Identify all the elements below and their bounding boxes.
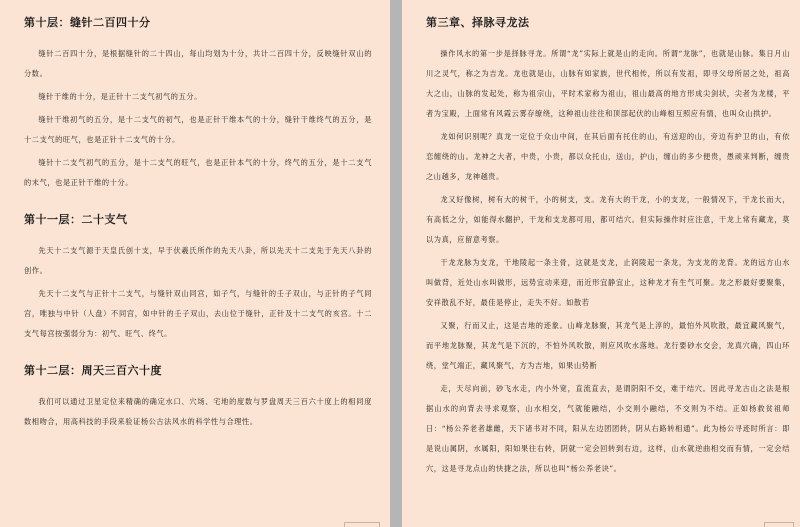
paragraph: 龙如何识别呢？真龙一定位于众山中间，在其后面有托住的山，有送迎的山，旁边有护卫的山，有依恋缠绕的山。龙神之大者，中贵，小贵，都以众托山，送山，护山，缠山的多少便贵，愚顽来判断，缠贵之山越多，龙神越贵。 — [426, 132, 790, 181]
paragraph: 先天十二支气与正针十二支气，与缝针双山同宫，如子气，与缝针的壬子双山，与正针的子气同宫，唯独与中针（人盘）不同宫，如中针的壬子双山，去山位于缝针，正针及十二支气的亥宫。十二支气每宫按强弱分为：初气、旺气、终气。 — [24, 289, 372, 338]
paragraph: 操作风水的第一步是择脉寻龙。所谓“龙”实际上就是山的走向。所谓“龙脉”，也就是山脉。集日月山川之灵气，称之为吉龙。龙也就是山，山脉有如家族，世代相传，所以有发祖，即寻父母所居之处，祖高大之山，山脉的发起处，称为祖宗山，平时术家称为祖山，祖山最高的地方形成尖剑状，尖者为龙楼，平者为宝殿，上面常有风霞云雾存缭绕，这种祖山往往和顶部起伏的山峰相互照应有情，也叫众山拱护。 — [426, 49, 790, 118]
paragraph: 我们可以通过卫星定位来精确的确定水口、穴场、宅地的度数与罗盘周天三百六十度上的相同度数相吻合，用高科技的手段来验证杨公古法风水的科学性与合理性。 — [24, 397, 372, 426]
section — [24, 211, 372, 344]
paragraph: 缝针二百四十分，是根据缝针的二十四山，每山均划为十分，共计二百四十分，反映缝针双山的分数。 — [24, 49, 372, 78]
paragraph: 走，天尽向前，砂飞水走，内小外宽，直流直去，是谓阴阳不交，难于结穴。因此寻龙古山之法是根据山水的向背去寻求观察，山水相交，气就能融结，小交则小融结，不交则为不结。正如杨救贫祖师日：“杨公养老者雄雌，天下诸书对不同，阳从左边团团转，阴从右路转相通”。此为杨公寻迹时所言：即是说山属阴，水属阳，阳如果往右转，阴就一定会回转到右边，这样，山水就逆曲相交而有情，一定会结穴，这是寻龙点山的快捷之法，所以也叫“杨公养老诀”。 — [426, 384, 790, 473]
paragraph: 龙又好像树，树有大的树干，小的树支，支。龙有大的干龙，小的支龙，一般情况下，干龙长而大，有高低之分，如能得水翻护，干龙和支龙都可用，都可结穴。但实际操作时应注意，干龙上常有藏龙，莫以为真，应留意考察。 — [426, 195, 790, 244]
page-corner-mark — [344, 522, 380, 527]
page-right — [402, 0, 800, 527]
section-title: 第十一层：二十支气 — [24, 213, 128, 226]
section — [24, 14, 372, 193]
paragraph: 干龙龙脉为支龙，干地陵起一条主骨，这就是支龙，止润陵起一条龙，为支龙的龙背。龙的远方山水叫做背，近处山水叫做形，远势宜动来迎，而近形宜静宜止，这种龙才有生气可聚。龙之形最好要聚集，安祥散乱不好，最佳是停止，走失不好。如散若 — [426, 258, 790, 307]
page-gutter — [390, 0, 402, 527]
paragraph: 先天十二支气源于天皇氏创十支，早于伏羲氏所作的先天八卦，所以先天十二支先于先天八卦的创作。 — [24, 246, 372, 275]
page-left — [0, 0, 390, 527]
paragraph: 缝针干维的十分，是正针十二支气初气的五分。 — [38, 92, 202, 101]
chapter-title: 第三章、择脉寻龙法 — [426, 16, 530, 29]
page-corner-mark — [764, 522, 794, 527]
section-title: 第十层：缝针二百四十分 — [24, 16, 151, 29]
paragraph: 缝针干维初气的五分，是十二支气的初气，也是正针干维本气的十分，缝针干维终气的五分，是十二支气的旺气，也是正针十二支气的十分。 — [24, 115, 372, 144]
paragraph: 又聚，行而又止，这是吉地的迹象。山峰龙脉聚，其龙气是上淳的，最怕外风吹散，最宜藏风聚气，而平地龙脉聚，其龙气是下沉的，不怕外风吹散，则应风吹水落地。龙行要砂水交会，龙真穴确，四山环绕，堂气端正，藏风聚气，方为吉地，如果山势断 — [426, 321, 790, 370]
paragraph: 缝针十二支气初气的五分，是十二支气的旺气，也是正针本气的十分，终气的五分，是十二支气的末气，也是正针干维的十分。 — [24, 158, 372, 187]
section-title: 第十二层：周天三百六十度 — [24, 364, 162, 377]
section — [24, 362, 372, 432]
